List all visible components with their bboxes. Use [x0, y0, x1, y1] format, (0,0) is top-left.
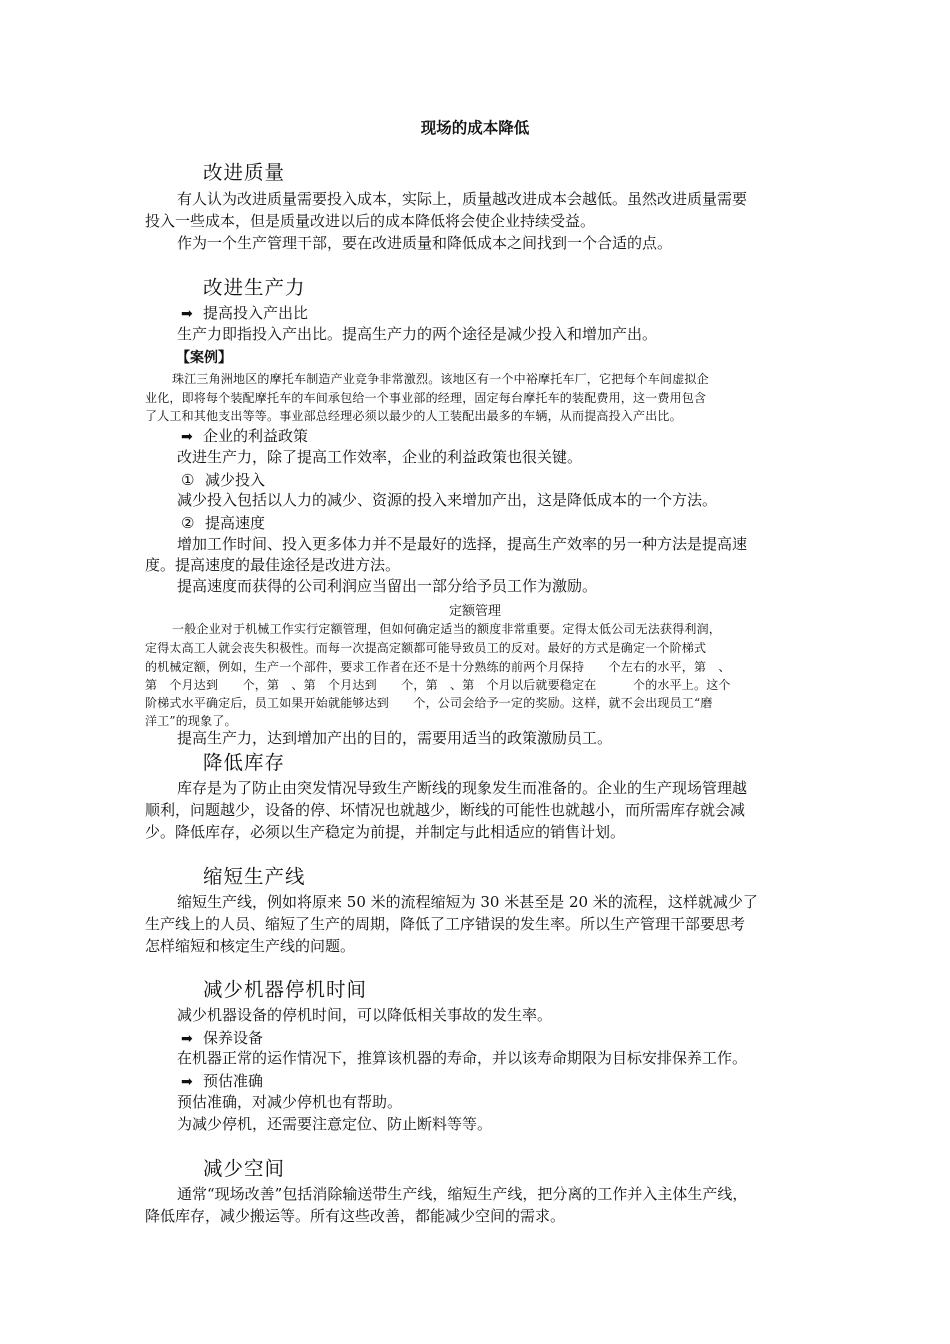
numbered-item: ① 减少投入	[181, 471, 266, 489]
paragraph-line: 怎样缩短和核定生产线的问题。	[145, 937, 356, 955]
heading-improve-quality: 改进质量	[203, 161, 286, 184]
quota-box-title: 定额管理	[448, 604, 501, 619]
paragraph-line: 减少机器设备的停机时间，可以降低相关事故的发生率。	[177, 1006, 553, 1024]
case-line: 业化，即将每个装配摩托车的车间承包给一个事业部的经理，固定每台摩托车的装配费用，这一费用包含	[145, 391, 707, 405]
paragraph-line: 有人认为改进质量需要投入成本，实际上，质量越改进成本会越低。虽然改进质量需要	[177, 190, 748, 208]
paragraph-line: 生产力即指投入产出比。提高生产力的两个途径是减少投入和增加产出。	[177, 325, 658, 343]
paragraph-line: 投入一些成本，但是质量改进以后的成本降低将会使企业持续受益。	[145, 212, 596, 230]
paragraph-line: 生产线上的人员、缩短了生产的周期，降低了工序错误的发生率。所以生产管理干部要思考	[145, 915, 746, 933]
bullet-item: ➡ 保养设备	[181, 1029, 264, 1047]
case-line: 珠江三角洲地区的摩托车制造产业竞争非常激烈。该地区有一个中裕摩托车厂，它把每个车间虚拟企	[172, 372, 709, 386]
heading-reduce-downtime: 减少机器停机时间	[203, 978, 368, 1001]
paragraph-line: 改进生产力，除了提高工作效率，企业的利益政策也很关键。	[177, 448, 583, 466]
document-title: 现场的成本降低	[420, 119, 530, 137]
numbered-item: ② 提高速度	[181, 514, 266, 532]
bullet-item: ➡ 企业的利益政策	[181, 427, 309, 445]
paragraph-line: 顺利，问题越少，设备的停、坏情况也就越少，断线的可能性也就越小，而所需库存就会减	[145, 801, 746, 819]
arrow-right-icon: ➡	[181, 429, 193, 445]
bullet-item: ➡ 预估准确	[181, 1072, 264, 1090]
paragraph-line: 增加工作时间、投入更多体力并不是最好的选择，提高生产效率的另一种方法是提高速	[177, 535, 748, 553]
quota-line: 定得太高工人就会丧失积极性。而每一次提高定额都可能导致员工的反对。最好的方式是确定一个阶梯式	[145, 641, 707, 655]
heading-reduce-space: 减少空间	[203, 1157, 286, 1180]
quota-line: 洋工”的现象了。	[145, 714, 237, 728]
paragraph-line: 作为一个生产管理干部，要在改进质量和降低成本之间找到一个合适的点。	[177, 234, 673, 252]
heading-improve-productivity: 改进生产力	[203, 276, 306, 299]
arrow-right-icon: ➡	[181, 1031, 193, 1047]
paragraph-line: 提高生产力，达到增加产出的目的，需要用适当的政策激励员工。	[177, 729, 613, 747]
heading-reduce-inventory: 降低库存	[203, 751, 286, 774]
quota-line: 一般企业对于机械工作实行定额管理，但如何确定适当的额度非常重要。定得太低公司无法获得利润，	[172, 622, 722, 636]
quota-line: 阶梯式水平确定后，员工如果开始就能够达到 个，公司会给予一定的奖励。这样，就不会出现员工“磨	[145, 696, 713, 710]
quota-line: 的机械定额，例如，生产一个部件，要求工作者在还不是十分熟练的前两个月保持 个左右的水平，第 、	[145, 660, 731, 674]
paragraph-line: 减少投入包括以人力的减少、资源的投入来增加产出，这是降低成本的一个方法。	[177, 491, 718, 509]
paragraph-line: 在机器正常的运作情况下，推算该机器的寿命，并以该寿命期限为目标安排保养工作。	[177, 1049, 748, 1067]
case-line: 了人工和其他支出等等。事业部总经理必须以最少的人工装配出最多的车辆，从而提高投入产出比。	[145, 409, 682, 423]
paragraph-line: 少。降低库存，必须以生产稳定为前提，并制定与此相适应的销售计划。	[145, 823, 626, 841]
paragraph-line: 降低库存，减少搬运等。所有这些改善，都能减少空间的需求。	[145, 1207, 566, 1225]
heading-shorten-line: 缩短生产线	[203, 865, 306, 888]
paragraph-line: 提高速度而获得的公司利润应当留出一部分给予员工作为激励。	[177, 577, 598, 595]
paragraph-line: 为减少停机，还需要注意定位、防止断料等等。	[177, 1115, 493, 1133]
paragraph-line: 预估准确，对减少停机也有帮助。	[177, 1093, 403, 1111]
case-label: 【案例】	[176, 350, 232, 366]
quota-line: 第 个月达到 个，第 、第 个月达到 个，第 、第 个月以后就要稳定在 个的水平上。这个	[145, 678, 731, 692]
paragraph-line: 缩短生产线，例如将原来 50 米的流程缩短为 30 米甚至是 20 米的流程，这样就减少了	[177, 893, 758, 911]
bullet-item: ➡ 提高投入产出比	[181, 304, 309, 322]
arrow-right-icon: ➡	[181, 306, 193, 322]
paragraph-line: 度。提高速度的最佳途径是改进方法。	[145, 556, 401, 574]
paragraph-line: 库存是为了防止由突发情况导致生产断线的现象发生而准备的。企业的生产现场管理越	[177, 779, 748, 797]
paragraph-line: 通常“现场改善”包括消除输送带生产线，缩短生产线，把分离的工作并入主体生产线，	[177, 1185, 748, 1203]
arrow-right-icon: ➡	[181, 1074, 193, 1090]
